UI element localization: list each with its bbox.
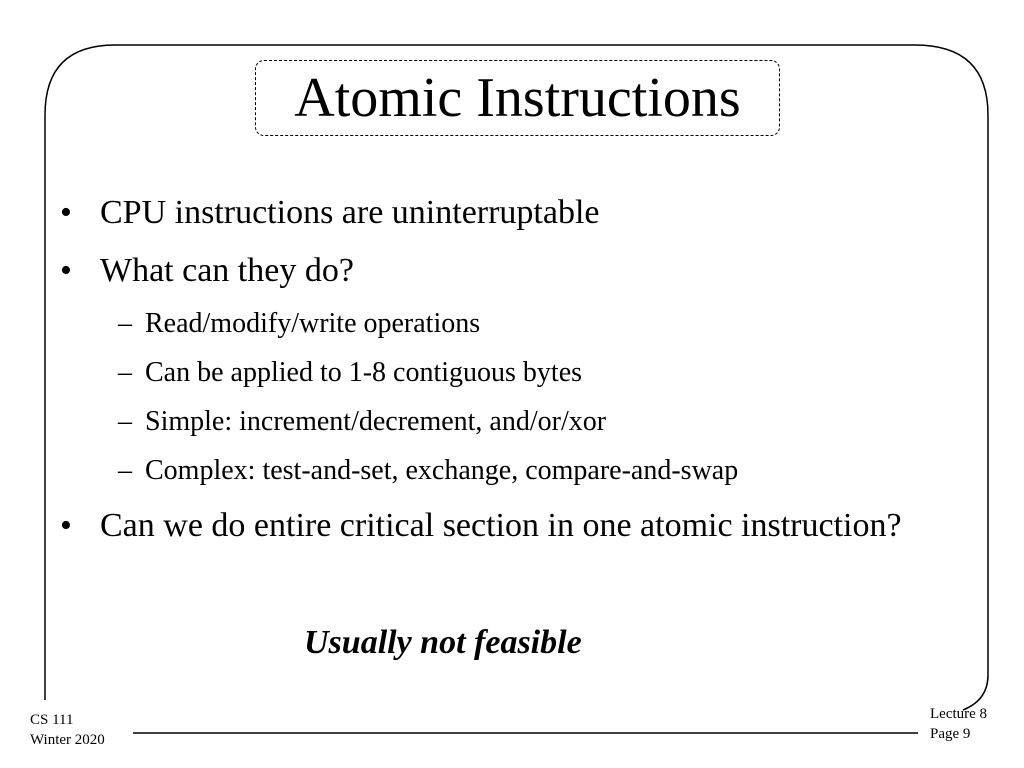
- sub-bullet-mark: –: [118, 455, 132, 486]
- bullet-text: Can we do entire critical section in one atomic instruction?: [100, 507, 902, 544]
- bullet-text: What can they do?: [100, 252, 354, 289]
- sub-bullet-item: [60, 451, 940, 491]
- slide-content: [60, 188, 940, 559]
- bullet-item: [60, 246, 940, 296]
- bullet-item: [60, 188, 940, 238]
- sub-bullet-list: [60, 304, 940, 491]
- sub-bullet-item: [60, 353, 940, 393]
- bullet-mark: •: [60, 252, 72, 289]
- sub-bullet-text: Complex: test-and-set, exchange, compare-and-swap: [145, 455, 739, 486]
- sub-bullet-mark: –: [118, 406, 132, 437]
- title-box: [255, 60, 780, 136]
- conclusion-text: Usually not feasible: [304, 624, 582, 661]
- bullet-mark: •: [60, 507, 72, 544]
- sub-bullet-item: [60, 402, 940, 442]
- sub-bullet-mark: –: [118, 357, 132, 388]
- sub-bullet-item: [60, 304, 940, 344]
- bullet-mark: •: [60, 194, 72, 231]
- footer-page: Page 9: [930, 726, 971, 742]
- footer-course-info: [30, 710, 105, 750]
- sub-bullet-mark: –: [118, 308, 132, 339]
- bullet-text: CPU instructions are uninterruptable: [100, 194, 600, 231]
- footer-term: Winter 2020: [30, 732, 105, 748]
- footer-lecture: Lecture 8: [930, 706, 988, 722]
- sub-bullet-text: Read/modify/write operations: [145, 308, 481, 339]
- sub-bullet-text: Can be applied to 1-8 contiguous bytes: [145, 357, 583, 388]
- sub-bullet-text: Simple: increment/decrement, and/or/xor: [145, 406, 607, 437]
- slide-title: Atomic Instructions: [294, 67, 741, 129]
- bullet-item: [60, 501, 940, 551]
- footer-page-info: [930, 704, 987, 744]
- footer-course: CS 111: [30, 712, 74, 728]
